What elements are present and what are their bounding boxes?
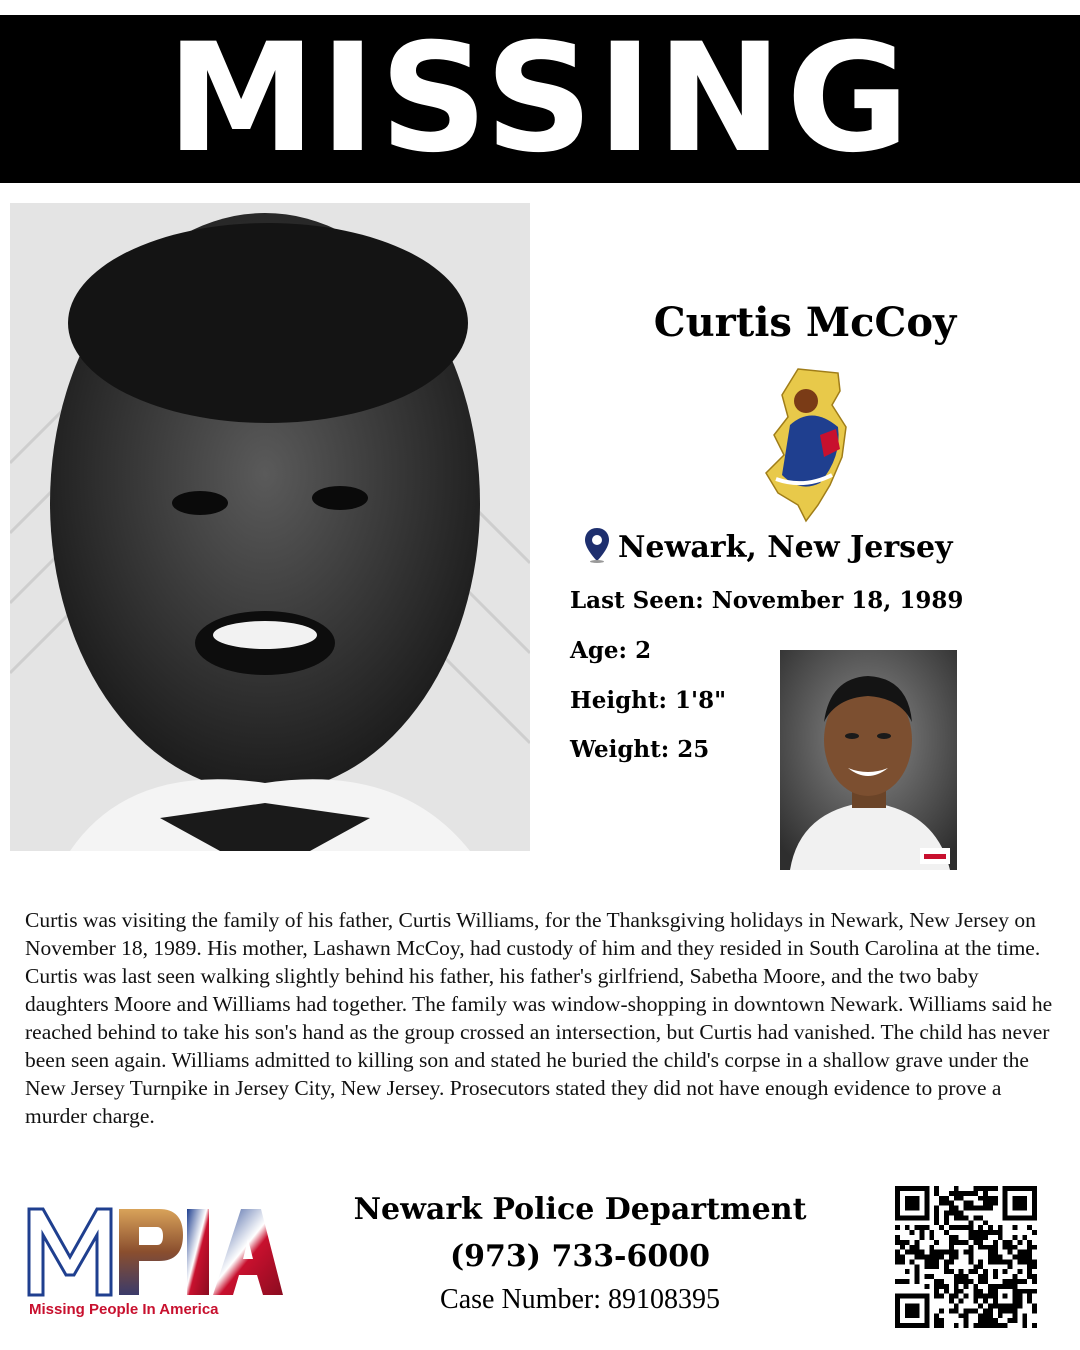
mpia-logo-mark (25, 1205, 285, 1297)
age-progression-placeholder (780, 650, 957, 870)
case-number-label: Case Number: (440, 1284, 601, 1315)
fact-value: 2 (635, 637, 652, 664)
agency-phone[interactable]: (973) 733-6000 (449, 1239, 711, 1274)
agency-name: Newark Police Department (353, 1192, 807, 1227)
new-jersey-map-icon (760, 365, 860, 525)
missing-banner: MISSING (0, 15, 1080, 183)
fact-label: Age: (570, 637, 628, 664)
fact-value: 25 (677, 736, 710, 763)
fact-last-seen (570, 585, 963, 617)
child-photo (10, 203, 530, 851)
person-name: Curtis McCoy (653, 299, 957, 346)
mpia-logo (25, 1205, 285, 1325)
qr-code-icon[interactable] (895, 1186, 1037, 1328)
child-photo-placeholder (10, 203, 530, 851)
case-number (300, 1282, 860, 1318)
fact-value: 1'8" (675, 687, 727, 714)
fact-value: November 18, 1989 (711, 587, 964, 614)
age-progression-photo (780, 650, 957, 870)
fact-weight (570, 734, 709, 766)
location-text: Newark, New Jersey (618, 530, 953, 565)
fact-label: Height: (570, 687, 668, 714)
location-line (584, 526, 1044, 570)
fact-age (570, 635, 651, 667)
map-pin-icon (584, 527, 610, 563)
mpia-tagline: Missing People In America (29, 1301, 219, 1318)
fact-height (570, 685, 726, 717)
case-number-value: 89108395 (607, 1284, 720, 1315)
case-description: Curtis was visiting the family of his father, Curtis Williams, for the Thanksgiving holidays in Newark, New Jersey on November 18, 1989. His mother, Lashawn McCoy, had custody of him and they resided in South Carolina at the time. Curtis was last seen walking slightly behind his father, his father's girlfriend, Sabetha Moore, and the two baby daughters Moore and Williams had together. The family was window-shopping in downtown Newark. Williams said he reached behind to take his son's hand as the group crossed an intersection, but Curtis had vanished. The child has never been seen again. Williams admitted to killing son and stated he buried the child's corpse in a shallow grave under the New Jersey Turnpike in Jersey City, New Jersey. Prosecutors stated they did not have enough evidence to prove a murder charge. (25, 908, 1053, 1128)
fact-label: Weight: (570, 736, 670, 763)
fact-label: Last Seen: (570, 587, 704, 614)
